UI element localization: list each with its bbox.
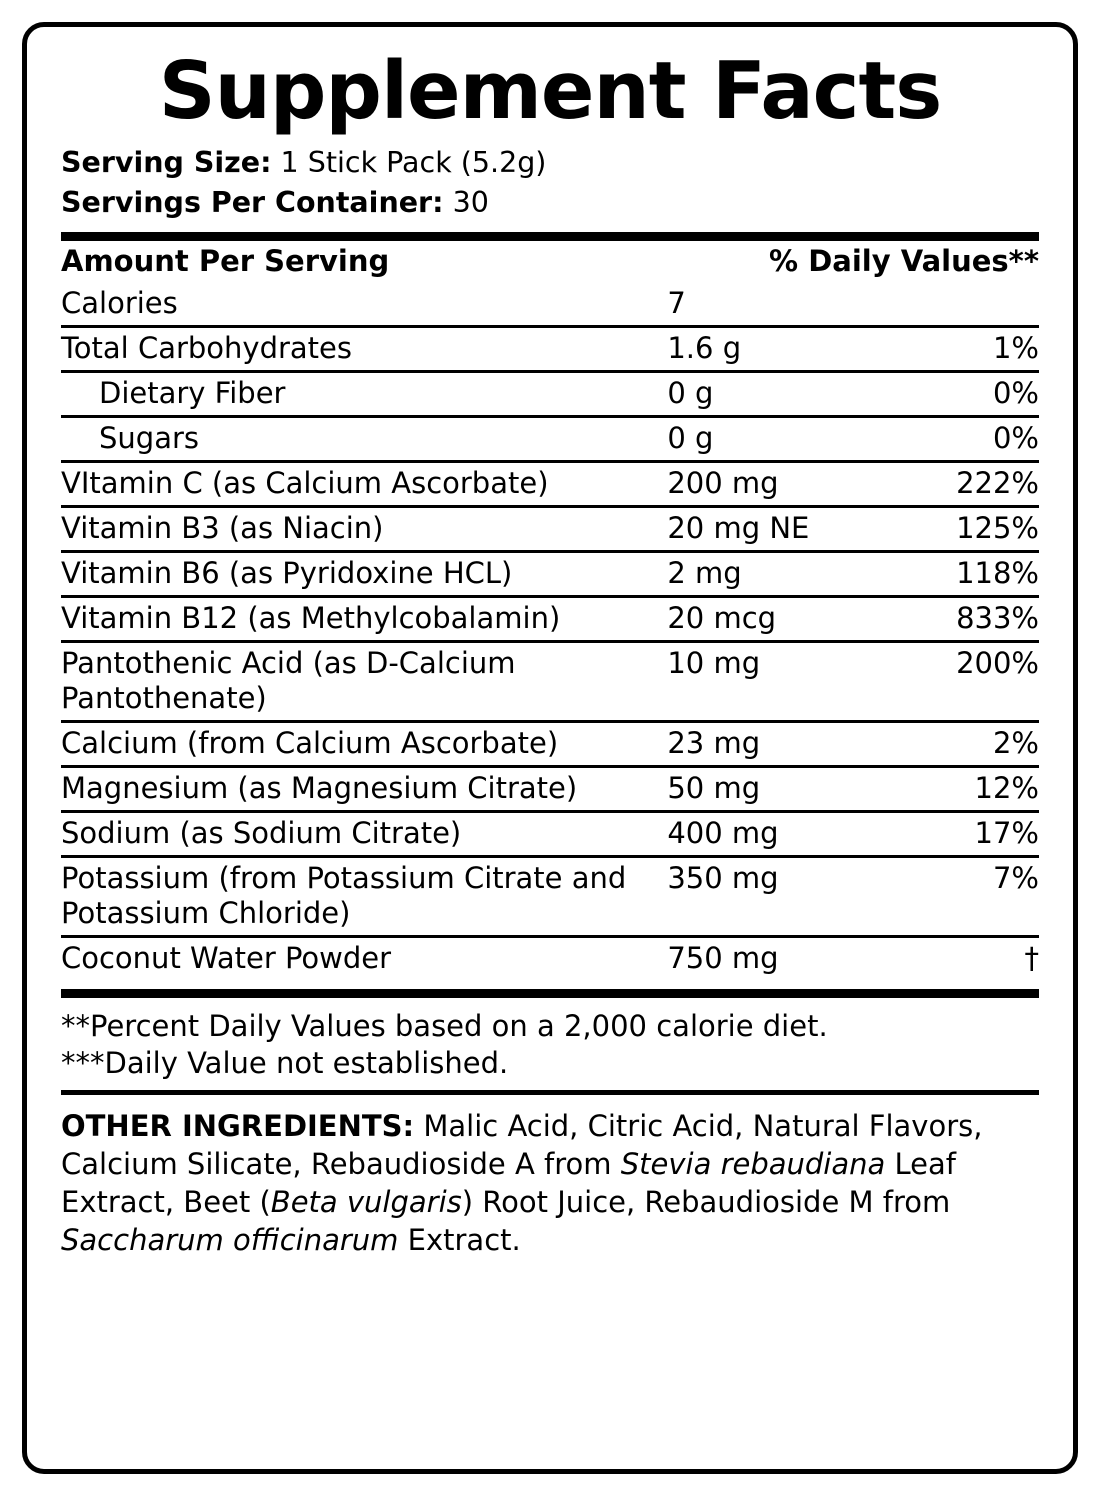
nutrient-amount: 0 g (667, 372, 882, 417)
serving-info (61, 143, 1039, 223)
other-ingredients (61, 1095, 1039, 1259)
nutrient-daily-value: 0% (883, 372, 1039, 417)
nutrient-amount: 350 mg (667, 857, 882, 937)
table-row (61, 857, 1039, 937)
servings-per-container-label: Servings Per Container: (61, 186, 444, 219)
nutrient-daily-value: † (883, 937, 1039, 981)
nutrient-amount: 10 mg (667, 642, 882, 722)
table-row (61, 937, 1039, 981)
nutrient-name: Calcium (from Calcium Ascorbate) (61, 722, 667, 767)
nutrition-rows (61, 283, 1039, 980)
nutrient-amount: 2 mg (667, 552, 882, 597)
nutrient-daily-value (883, 283, 1039, 327)
table-row (61, 597, 1039, 642)
footnotes (61, 998, 1039, 1090)
nutrient-daily-value: 833% (883, 597, 1039, 642)
servings-per-container-line (61, 183, 1039, 223)
nutrient-amount: 7 (667, 286, 686, 320)
nutrient-name: Vitamin B3 (as Niacin) (61, 507, 667, 552)
nutrient-name: Pantothenic Acid (as D-Calcium Pantothenate) (61, 642, 667, 722)
supplement-facts-panel (22, 22, 1078, 1474)
table-row (61, 327, 1039, 372)
page-title: Supplement Facts (158, 45, 942, 137)
table-row (61, 372, 1039, 417)
serving-size-line (61, 143, 1039, 183)
divider-thick-bottom (61, 989, 1039, 998)
nutrient-amount: 200 mg (667, 462, 882, 507)
table-row (61, 767, 1039, 812)
nutrient-amount: 50 mg (667, 767, 882, 812)
other-ingredients-text: Malic Acid, Citric Acid, Natural Flavors, Calcium Silicate, Rebaudioside A from Stevia rebaudiana Leaf Extract, Beet (Beta vulgaris) Root Juice, Rebaudioside M from Saccharum officinarum Extract. (61, 1109, 983, 1257)
nutrient-name: Dietary Fiber (61, 372, 667, 417)
nutrient-daily-value: 7% (883, 857, 1039, 937)
nutrient-daily-value: 222% (883, 462, 1039, 507)
table-row (61, 283, 1039, 327)
nutrient-amount: 23 mg (667, 722, 882, 767)
other-ingredients-label: OTHER INGREDIENTS: (61, 1109, 415, 1143)
nutrient-name: Sodium (as Sodium Citrate) (61, 812, 667, 857)
table-row (61, 642, 1039, 722)
nutrient-amount: 400 mg (667, 812, 882, 857)
table-row (61, 722, 1039, 767)
nutrient-daily-value: 118% (883, 552, 1039, 597)
serving-size-label: Serving Size: (61, 146, 272, 179)
nutrient-daily-value: 17% (883, 812, 1039, 857)
footnote-1: **Percent Daily Values based on a 2,000 calorie diet. (61, 1009, 828, 1043)
nutrient-name: Coconut Water Powder (61, 937, 667, 981)
nutrient-daily-value: 12% (883, 767, 1039, 812)
nutrient-amount: 1.6 g (667, 327, 882, 372)
nutrient-daily-value: 125% (883, 507, 1039, 552)
nutrient-name: Magnesium (as Magnesium Citrate) (61, 767, 667, 812)
nutrient-name: Total Carbohydrates (61, 327, 667, 372)
serving-size-value: 1 Stick Pack (5.2g) (280, 146, 547, 179)
nutrient-name: Sugars (61, 417, 667, 462)
nutrient-name: Potassium (from Potassium Citrate and Potassium Chloride) (61, 857, 667, 937)
divider-thick-top (61, 232, 1039, 241)
nutrient-daily-value: 200% (883, 642, 1039, 722)
nutrition-table (61, 241, 1039, 980)
header-daily-values: % Daily Values** (769, 244, 1039, 278)
nutrient-amount: 0 g (667, 417, 882, 462)
table-header-row (61, 241, 1039, 283)
nutrient-name: Vitamin B12 (as Methylcobalamin) (61, 597, 667, 642)
nutrient-daily-value: 2% (883, 722, 1039, 767)
nutrient-amount: 750 mg (667, 937, 882, 981)
servings-per-container-value: 30 (452, 186, 489, 219)
nutrient-name: Vitamin B6 (as Pyridoxine HCL) (61, 552, 667, 597)
nutrient-amount: 20 mcg (667, 597, 882, 642)
nutrient-name: Calories (61, 286, 178, 320)
nutrient-amount: 20 mg NE (667, 507, 882, 552)
nutrient-name: VItamin C (as Calcium Ascorbate) (61, 462, 667, 507)
table-row (61, 417, 1039, 462)
table-row (61, 552, 1039, 597)
table-row (61, 507, 1039, 552)
table-row (61, 812, 1039, 857)
nutrient-daily-value: 0% (883, 417, 1039, 462)
header-amount-per-serving: Amount Per Serving (61, 244, 390, 278)
table-row (61, 462, 1039, 507)
footnote-2: ***Daily Value not established. (61, 1046, 509, 1080)
nutrient-daily-value: 1% (883, 327, 1039, 372)
